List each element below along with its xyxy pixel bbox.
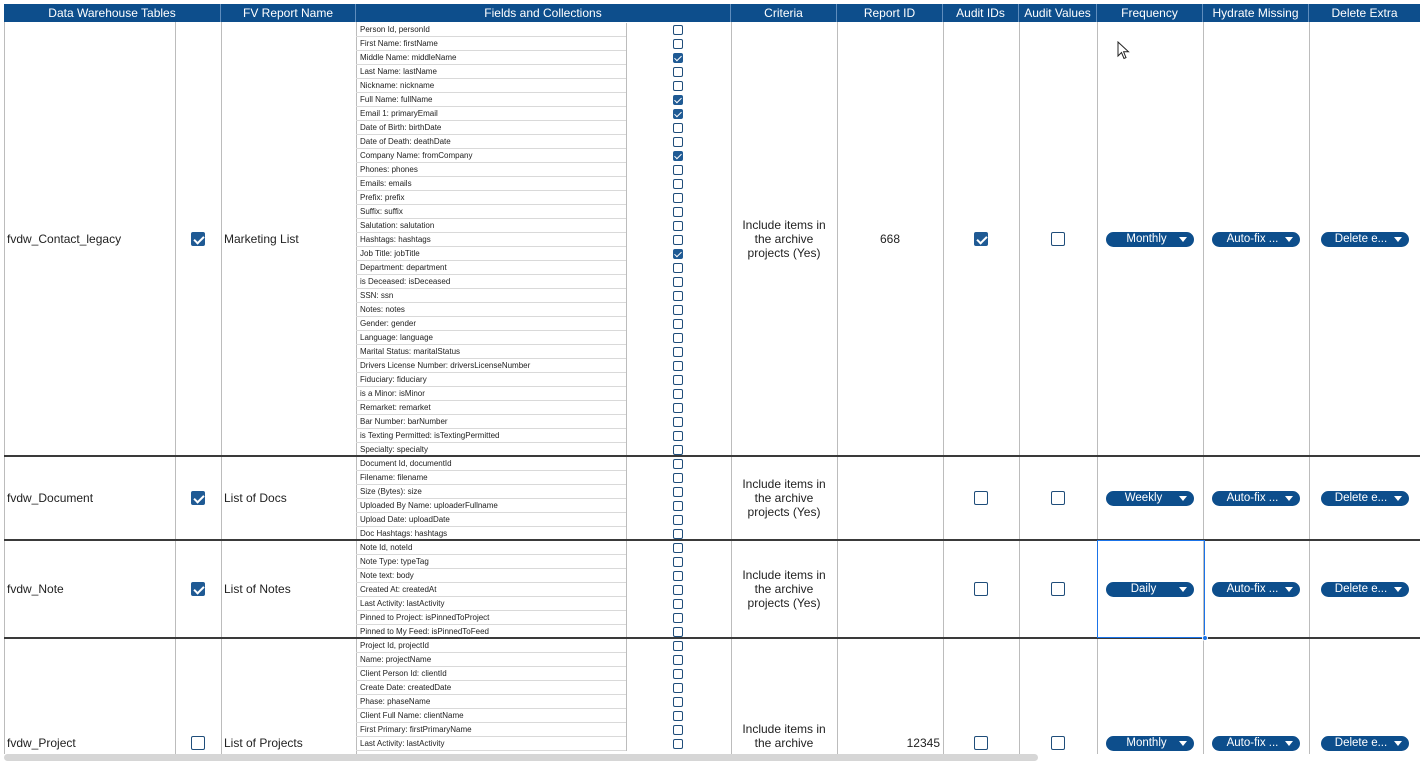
field-label: First Primary: firstPrimaryName	[360, 725, 472, 734]
report-id-cell[interactable]	[837, 486, 943, 510]
criteria-cell[interactable]: Include items in the archive projects (Yes)	[742, 568, 826, 610]
field-separator	[626, 429, 627, 443]
audit-values-checkbox[interactable]	[1051, 736, 1065, 750]
field-checkbox[interactable]	[673, 739, 683, 749]
field-row	[356, 191, 731, 205]
header-audit-ids[interactable]: Audit IDs	[943, 4, 1019, 22]
field-separator	[626, 247, 627, 261]
field-row	[356, 37, 731, 51]
frequency-cell[interactable]	[1097, 486, 1203, 510]
field-divider	[356, 750, 626, 751]
delete-extra-cell[interactable]	[1309, 731, 1420, 755]
field-row	[356, 149, 731, 163]
field-row	[356, 303, 731, 317]
criteria-cell[interactable]: Include items in the archive projects (Yes)	[742, 477, 826, 519]
field-row	[356, 135, 731, 149]
field-row	[356, 219, 731, 233]
field-label: Suffix: suffix	[360, 207, 403, 216]
delete-extra-cell[interactable]	[1309, 227, 1420, 251]
field-separator	[626, 471, 627, 485]
header-hydrate-missing[interactable]: Hydrate Missing	[1203, 4, 1309, 22]
audit-values-checkbox[interactable]	[1051, 582, 1065, 596]
hydrate-missing-cell[interactable]	[1203, 486, 1309, 510]
field-row	[356, 163, 731, 177]
field-checkbox[interactable]	[673, 375, 683, 385]
field-label: Hashtags: hashtags	[360, 235, 431, 244]
field-checkbox[interactable]	[673, 473, 683, 483]
field-separator	[626, 135, 627, 149]
field-checkbox[interactable]	[673, 305, 683, 315]
field-checkbox[interactable]	[673, 235, 683, 245]
field-label: Filename: filename	[360, 473, 428, 482]
column-divider	[837, 22, 838, 754]
field-label: Marital Status: maritalStatus	[360, 347, 461, 356]
table-name-cell[interactable]: fvdw_Contact_legacy	[7, 232, 122, 246]
field-separator	[626, 93, 627, 107]
frequency-cell[interactable]	[1097, 731, 1203, 755]
field-label: SSN: ssn	[360, 291, 394, 300]
audit-values-cell[interactable]	[1019, 577, 1097, 601]
field-checkbox[interactable]	[673, 725, 683, 735]
field-checkbox[interactable]	[673, 697, 683, 707]
field-label: Middle Name: middleName	[360, 53, 457, 62]
field-checkbox[interactable]	[673, 529, 683, 539]
audit-ids-checkbox[interactable]	[974, 582, 988, 596]
field-separator	[626, 513, 627, 527]
field-row	[356, 359, 731, 373]
field-label: is Texting Permitted: isTextingPermitted	[360, 431, 500, 440]
field-checkbox[interactable]	[673, 361, 683, 371]
field-row	[356, 723, 731, 737]
field-row	[356, 247, 731, 261]
column-divider	[731, 22, 732, 754]
field-checkbox[interactable]	[673, 627, 683, 637]
field-label: Last Activity: lastActivity	[360, 599, 445, 608]
field-row	[356, 471, 731, 485]
column-divider	[175, 22, 176, 754]
field-label: Pinned to Project: isPinnedToProject	[360, 613, 490, 622]
table-name-cell[interactable]: fvdw_Note	[7, 582, 64, 596]
field-label: Fiduciary: fiduciary	[360, 375, 427, 384]
field-separator	[626, 555, 627, 569]
column-divider	[1203, 22, 1204, 754]
field-row	[356, 233, 731, 247]
field-checkbox[interactable]	[673, 431, 683, 441]
column-divider	[221, 22, 222, 754]
field-row	[356, 569, 731, 583]
field-checkbox[interactable]	[673, 711, 683, 721]
header-report-id[interactable]: Report ID	[837, 4, 943, 22]
field-label: Date of Birth: birthDate	[360, 123, 442, 132]
field-checkbox[interactable]	[673, 319, 683, 329]
header-delete-extra[interactable]: Delete Extra	[1331, 6, 1398, 20]
header-criteria[interactable]: Criteria	[731, 4, 837, 22]
frequency-dropdown[interactable]: Weekly	[1106, 491, 1194, 506]
field-checkbox[interactable]	[673, 389, 683, 399]
field-checkbox[interactable]	[673, 641, 683, 651]
field-separator	[626, 583, 627, 597]
field-row	[356, 583, 731, 597]
field-label: Prefix: prefix	[360, 193, 405, 202]
field-checkbox[interactable]	[673, 487, 683, 497]
field-separator	[626, 275, 627, 289]
field-separator	[626, 499, 627, 513]
hydrate-missing-cell[interactable]	[1203, 227, 1309, 251]
field-row	[356, 345, 731, 359]
field-separator	[626, 485, 627, 499]
field-checkbox[interactable]	[673, 683, 683, 693]
field-separator	[626, 681, 627, 695]
field-row	[356, 317, 731, 331]
field-checkbox[interactable]	[673, 151, 683, 161]
field-label: Uploaded By Name: uploaderFullname	[360, 501, 498, 510]
field-separator	[626, 79, 627, 93]
field-checkbox[interactable]	[673, 207, 683, 217]
report-name-cell[interactable]: List of Projects	[224, 736, 303, 750]
audit-ids-checkbox[interactable]	[974, 491, 988, 505]
report-id-cell[interactable]: 668	[879, 232, 901, 246]
field-row	[356, 639, 731, 653]
field-row	[356, 597, 731, 611]
field-checkbox[interactable]	[673, 263, 683, 273]
header-data-warehouse-tables[interactable]: Data Warehouse Tables	[4, 4, 221, 22]
field-checkbox[interactable]	[673, 221, 683, 231]
report-name-cell[interactable]: List of Docs	[224, 491, 287, 505]
field-checkbox[interactable]	[673, 39, 683, 49]
audit-ids-cell[interactable]	[943, 731, 1019, 755]
header-fields-and-collections[interactable]: Fields and Collections	[356, 4, 731, 22]
field-row	[356, 177, 731, 191]
audit-ids-cell[interactable]	[943, 486, 1019, 510]
field-row	[356, 653, 731, 667]
field-checkbox[interactable]	[673, 515, 683, 525]
field-label: Upload Date: uploadDate	[360, 515, 450, 524]
field-label: Nickname: nickname	[360, 81, 435, 90]
field-label: Doc Hashtags: hashtags	[360, 529, 448, 538]
field-checkbox[interactable]	[673, 585, 683, 595]
audit-values-cell[interactable]	[1019, 731, 1097, 755]
field-label: Note text: body	[360, 571, 414, 580]
table-enabled-cell[interactable]	[175, 227, 221, 251]
horizontal-scrollbar[interactable]	[4, 754, 1038, 761]
field-row	[356, 79, 731, 93]
header-audit-values[interactable]: Audit Values	[1019, 4, 1097, 22]
field-checkbox[interactable]	[673, 403, 683, 413]
field-label: Document Id, documentId	[360, 459, 452, 468]
field-checkbox[interactable]	[673, 655, 683, 665]
field-label: Note Id, noteId	[360, 543, 413, 552]
field-checkbox[interactable]	[673, 543, 683, 553]
selected-cell-outline	[1097, 540, 1205, 638]
field-separator	[626, 611, 627, 625]
field-separator	[626, 345, 627, 359]
field-row	[356, 499, 731, 513]
audit-ids-checkbox[interactable]	[974, 232, 988, 246]
report-id-cell[interactable]: 12345	[906, 736, 940, 750]
field-checkbox[interactable]	[673, 445, 683, 455]
field-separator	[626, 219, 627, 233]
field-checkbox[interactable]	[673, 459, 683, 469]
field-checkbox[interactable]	[673, 417, 683, 427]
table-enabled-checkbox[interactable]	[191, 582, 205, 596]
audit-values-cell[interactable]	[1019, 486, 1097, 510]
mouse-pointer-icon	[1117, 41, 1131, 61]
field-label: Create Date: createdDate	[360, 683, 452, 692]
hydrate-missing-cell[interactable]	[1203, 731, 1309, 755]
hydrate-missing-dropdown[interactable]: Auto-fix ...	[1212, 582, 1300, 597]
field-separator	[626, 37, 627, 51]
field-label: Job Title: jobTitle	[360, 249, 420, 258]
field-row	[356, 737, 731, 751]
field-checkbox[interactable]	[673, 67, 683, 77]
frequency-dropdown[interactable]: Monthly	[1106, 232, 1194, 247]
audit-values-cell[interactable]	[1019, 227, 1097, 251]
field-label: Size (Bytes): size	[360, 487, 422, 496]
audit-values-checkbox[interactable]	[1051, 232, 1065, 246]
delete-extra-dropdown[interactable]: Delete e...	[1321, 736, 1409, 751]
field-label: Name: projectName	[360, 655, 432, 664]
field-separator	[626, 163, 627, 177]
field-row	[356, 387, 731, 401]
field-label: Bar Number: barNumber	[360, 417, 448, 426]
table-name-cell[interactable]: fvdw_Document	[7, 491, 94, 505]
field-separator	[626, 597, 627, 611]
field-separator	[626, 261, 627, 275]
field-label: Project Id, projectId	[360, 641, 429, 650]
field-separator	[626, 191, 627, 205]
field-row	[356, 289, 731, 303]
field-checkbox[interactable]	[673, 193, 683, 203]
field-row	[356, 541, 731, 555]
field-label: is a Minor: isMinor	[360, 389, 425, 398]
field-label: Specialty: specialty	[360, 445, 429, 454]
field-label: Emails: emails	[360, 179, 412, 188]
field-label: Client Full Name: clientName	[360, 711, 464, 720]
field-separator	[626, 737, 627, 751]
header-fv-report-name[interactable]: FV Report Name	[221, 4, 356, 22]
audit-values-checkbox[interactable]	[1051, 491, 1065, 505]
field-separator	[626, 289, 627, 303]
field-separator	[626, 65, 627, 79]
field-row	[356, 457, 731, 471]
field-label: Department: department	[360, 263, 447, 272]
frequency-dropdown[interactable]: Monthly	[1106, 736, 1194, 751]
field-row	[356, 65, 731, 79]
table-enabled-cell[interactable]	[175, 577, 221, 601]
field-row	[356, 485, 731, 499]
field-separator	[626, 331, 627, 345]
field-label: First Name: firstName	[360, 39, 438, 48]
field-checkbox[interactable]	[673, 25, 683, 35]
field-row	[356, 667, 731, 681]
field-separator	[626, 177, 627, 191]
field-separator	[626, 303, 627, 317]
field-label: Language: language	[360, 333, 433, 342]
field-checkbox[interactable]	[673, 165, 683, 175]
field-label: Created At: createdAt	[360, 585, 437, 594]
field-row	[356, 373, 731, 387]
delete-extra-cell[interactable]	[1309, 577, 1420, 601]
table-enabled-checkbox[interactable]	[191, 491, 205, 505]
column-divider	[1019, 22, 1020, 754]
field-checkbox[interactable]	[673, 291, 683, 301]
table-enabled-cell[interactable]	[175, 731, 221, 755]
delete-extra-dropdown[interactable]: Delete e...	[1321, 582, 1409, 597]
field-separator	[626, 23, 627, 37]
field-row	[356, 401, 731, 415]
field-label: Drivers License Number: driversLicenseNumber	[360, 361, 531, 370]
field-label: is Deceased: isDeceased	[360, 277, 451, 286]
report-id-cell[interactable]	[837, 577, 943, 601]
field-checkbox[interactable]	[673, 557, 683, 567]
frequency-cell[interactable]	[1097, 227, 1203, 251]
field-label: Person Id, personId	[360, 25, 430, 34]
field-separator	[626, 317, 627, 331]
audit-ids-cell[interactable]	[943, 227, 1019, 251]
hydrate-missing-dropdown[interactable]: Auto-fix ...	[1212, 491, 1300, 506]
field-label: Pinned to My Feed: isPinnedToFeed	[360, 627, 489, 636]
field-separator	[626, 373, 627, 387]
criteria-cell[interactable]: Include items in the archive	[742, 722, 826, 750]
field-label: Remarket: remarket	[360, 403, 431, 412]
report-name-cell[interactable]: Marketing List	[224, 232, 299, 246]
fill-handle[interactable]	[1202, 635, 1208, 641]
field-checkbox[interactable]	[673, 599, 683, 609]
field-separator	[626, 723, 627, 737]
field-checkbox[interactable]	[673, 571, 683, 581]
field-separator	[626, 569, 627, 583]
table-enabled-cell[interactable]	[175, 486, 221, 510]
field-row	[356, 513, 731, 527]
field-label: Phase: phaseName	[360, 697, 431, 706]
header-frequency[interactable]: Frequency	[1097, 4, 1203, 22]
field-row	[356, 93, 731, 107]
field-separator	[626, 387, 627, 401]
field-separator	[626, 639, 627, 653]
field-separator	[626, 541, 627, 555]
field-row	[356, 415, 731, 429]
field-separator	[626, 51, 627, 65]
field-row	[356, 709, 731, 723]
field-label: Salutation: salutation	[360, 221, 435, 230]
field-separator	[626, 401, 627, 415]
field-checkbox[interactable]	[673, 179, 683, 189]
field-row	[356, 205, 731, 219]
field-checkbox[interactable]	[673, 109, 683, 119]
report-name-cell[interactable]: List of Notes	[224, 582, 291, 596]
field-label: Date of Death: deathDate	[360, 137, 451, 146]
field-separator	[626, 653, 627, 667]
field-separator	[626, 695, 627, 709]
field-checkbox[interactable]	[673, 137, 683, 147]
column-header-row	[4, 4, 1420, 22]
field-separator	[626, 415, 627, 429]
field-label: Gender: gender	[360, 319, 417, 328]
field-separator	[626, 457, 627, 471]
field-label: Phones: phones	[360, 165, 418, 174]
hydrate-missing-cell[interactable]	[1203, 577, 1309, 601]
field-checkbox[interactable]	[673, 277, 683, 287]
field-checkbox[interactable]	[673, 333, 683, 343]
field-row	[356, 331, 731, 345]
column-divider	[1097, 22, 1098, 754]
delete-extra-dropdown[interactable]: Delete e...	[1321, 232, 1409, 247]
field-row	[356, 23, 731, 37]
field-label: Last Activity: lastActivity	[360, 739, 445, 748]
field-row	[356, 611, 731, 625]
table-enabled-checkbox[interactable]	[191, 736, 205, 750]
field-separator	[626, 121, 627, 135]
field-separator	[626, 107, 627, 121]
frequency-dropdown[interactable]: Daily	[1106, 582, 1194, 597]
field-row	[356, 107, 731, 121]
field-checkbox[interactable]	[673, 53, 683, 63]
field-checkbox[interactable]	[673, 347, 683, 357]
field-label: Client Person Id: clientId	[360, 669, 447, 678]
field-label: Last Name: lastName	[360, 67, 437, 76]
column-divider	[4, 22, 5, 754]
field-checkbox[interactable]	[673, 613, 683, 623]
field-checkbox[interactable]	[673, 669, 683, 679]
field-row	[356, 555, 731, 569]
column-divider	[1309, 22, 1310, 754]
field-label: Email 1: primaryEmail	[360, 109, 438, 118]
audit-ids-cell[interactable]	[943, 577, 1019, 601]
field-row	[356, 121, 731, 135]
field-separator	[626, 359, 627, 373]
criteria-cell[interactable]: Include items in the archive projects (Yes)	[742, 218, 826, 260]
field-separator	[626, 709, 627, 723]
audit-ids-checkbox[interactable]	[974, 736, 988, 750]
field-row	[356, 275, 731, 289]
field-row	[356, 695, 731, 709]
table-name-cell[interactable]: fvdw_Project	[7, 736, 76, 750]
field-label: Note Type: typeTag	[360, 557, 429, 566]
field-separator	[626, 205, 627, 219]
field-checkbox[interactable]	[673, 81, 683, 91]
hydrate-missing-dropdown[interactable]: Auto-fix ...	[1212, 736, 1300, 751]
field-checkbox[interactable]	[673, 501, 683, 511]
field-checkbox[interactable]	[673, 95, 683, 105]
field-checkbox[interactable]	[673, 249, 683, 259]
column-divider	[943, 22, 944, 754]
field-separator	[626, 233, 627, 247]
field-separator	[626, 149, 627, 163]
field-row	[356, 261, 731, 275]
delete-extra-cell[interactable]	[1309, 486, 1420, 510]
field-label: Notes: notes	[360, 305, 405, 314]
field-row	[356, 51, 731, 65]
delete-extra-dropdown[interactable]: Delete e...	[1321, 491, 1409, 506]
field-label: Full Name: fullName	[360, 95, 433, 104]
table-enabled-checkbox[interactable]	[191, 232, 205, 246]
field-row	[356, 429, 731, 443]
field-row	[356, 681, 731, 695]
field-separator	[626, 667, 627, 681]
hydrate-missing-dropdown[interactable]: Auto-fix ...	[1212, 232, 1300, 247]
field-label: Company Name: fromCompany	[360, 151, 473, 160]
field-checkbox[interactable]	[673, 123, 683, 133]
